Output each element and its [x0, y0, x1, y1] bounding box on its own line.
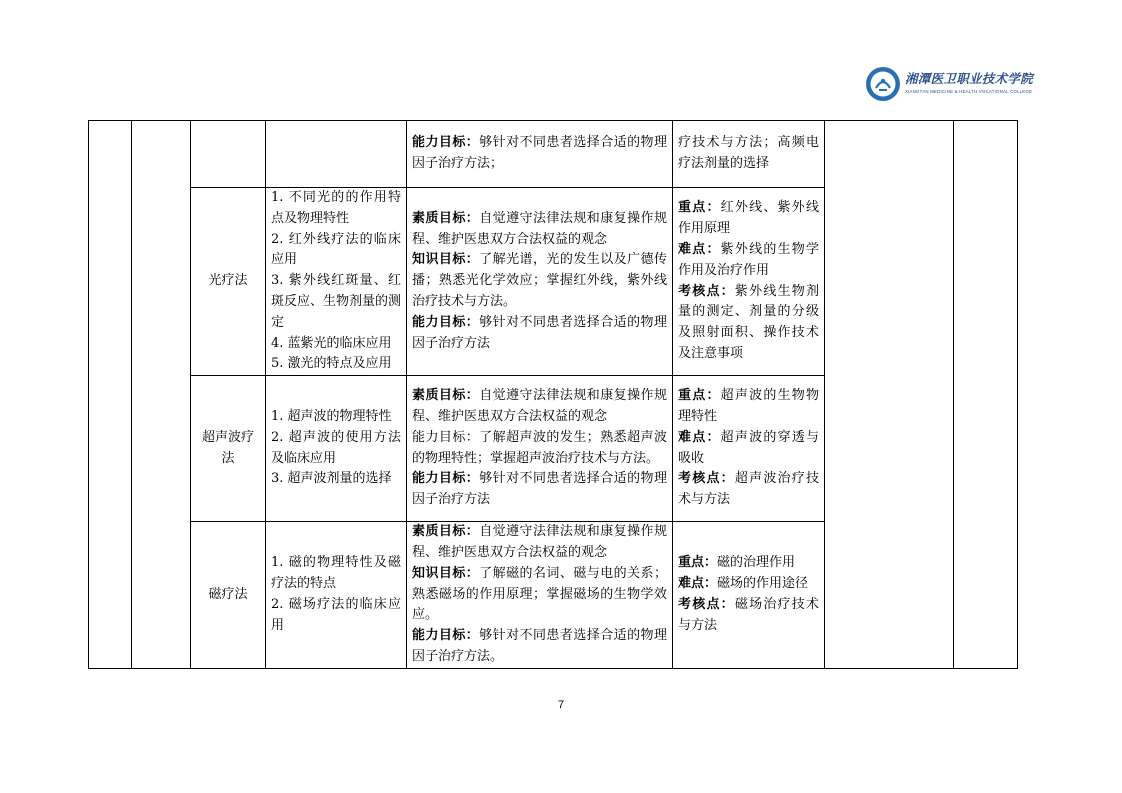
lesson-title: 超声波疗法 — [191, 376, 266, 522]
ability-goal-label: 能力目标： — [412, 314, 480, 330]
key-point-label: 重点： — [678, 388, 721, 404]
empty-cell — [132, 121, 191, 669]
key-point-text: 超声波的生物物理特性 — [678, 388, 819, 425]
key-point-text: 磁的治理作用 — [717, 555, 796, 571]
difficult-point-text: 磁场的作用途径 — [717, 576, 809, 592]
difficult-point-text: 紫外线的生物学作用及治疗作用 — [678, 241, 819, 278]
keys-cell — [673, 121, 825, 188]
page-number: 7 — [557, 699, 565, 711]
quality-goal-text: 自觉遵守法律法规和康复操作规程、维护医患双方合法权益的观念 — [412, 388, 667, 425]
key-point-text: 红外线、紫外线作用原理 — [678, 200, 819, 237]
empty-cell — [191, 121, 266, 188]
quality-goal-text: 自觉遵守法律法规和康复操作规程、维护医患双方合法权益的观念 — [412, 524, 667, 560]
quality-goal-label: 素质目标： — [412, 388, 480, 404]
empty-cell — [825, 121, 954, 669]
ability-goal-text: 够针对不同患者选择合适的物理因子治疗方法 — [412, 471, 667, 508]
content-cell — [266, 522, 407, 669]
content-cell — [266, 376, 407, 522]
college-seal-icon — [865, 66, 901, 102]
content-item: 3. 超声波剂量的选择 — [271, 471, 392, 487]
ability-goal-text: 够针对不同患者选择合适的物理因子治疗方法。 — [412, 628, 667, 664]
logo-english-name: XIANGTAN MEDICINE & HEALTH VOCATIONAL COLLEGE — [905, 89, 1033, 94]
goals-cell — [407, 188, 673, 376]
keys-cell — [673, 188, 825, 376]
ability-goal-label: 能力目标： — [412, 471, 480, 487]
lesson-title: 磁疗法 — [191, 522, 266, 669]
knowledge-goal-label: 知识目标： — [412, 565, 480, 581]
goals-cell — [407, 522, 673, 669]
content-item: 2. 磁场疗法的临床应用 — [271, 596, 401, 633]
quality-goal-text: 自觉遵守法律法规和康复操作规程、维护医患双方合法权益的观念 — [412, 210, 667, 247]
content-item: 4. 蓝紫光的临床应用 — [271, 335, 392, 351]
ability-goal-label: 能力目标： — [412, 628, 480, 644]
knowledge-goal-label: 知识目标： — [412, 252, 480, 268]
college-logo — [865, 66, 1045, 104]
exam-point-label: 考核点： — [678, 471, 735, 487]
difficult-point-label: 难点： — [678, 429, 721, 445]
content-item: 2. 红外线疗法的临床应用 — [271, 231, 401, 268]
logo-chinese-name: 湘潭医卫职业技术学院 — [905, 71, 1034, 86]
exam-point-label: 考核点： — [678, 283, 735, 299]
goals-cell — [407, 376, 673, 522]
keys-text: 疗技术与方法；高频电疗法剂量的选择 — [678, 135, 819, 171]
table-row — [89, 121, 1018, 188]
goals-cell — [407, 121, 673, 188]
content-item: 5. 激光的特点及应用 — [271, 356, 392, 372]
quality-goal-label: 素质目标： — [412, 524, 480, 540]
ability-goal-text: 够针对不同患者选择合适的物理因子治疗方法； — [412, 135, 667, 171]
content-item: 1. 磁的物理特性及磁疗法的特点 — [271, 555, 401, 592]
key-point-label: 重点： — [678, 200, 721, 216]
content-cell — [266, 188, 407, 376]
difficult-point-label: 难点： — [678, 576, 718, 592]
empty-cell — [266, 121, 407, 188]
course-content-table — [88, 120, 1018, 669]
exam-point-text: 紫外线生物剂量的测定、剂量的分级及照射面积、操作技术及注意事项 — [678, 283, 819, 361]
key-point-label: 重点： — [678, 555, 718, 571]
exam-point-text: 磁场治疗技术与方法 — [678, 596, 819, 633]
knowledge-goal-text: 了解光谱，光的发生以及广德传播；熟悉光化学效应；掌握红外线，紫外线治疗技术与方法。 — [412, 252, 667, 309]
knowledge-goal-text: 了解磁的名词、磁与电的关系；熟悉磁场的作用原理；掌握磁场的生物学效应。 — [412, 565, 667, 623]
keys-cell — [673, 522, 825, 669]
quality-goal-label: 素质目标： — [412, 210, 480, 226]
content-item: 1. 超声波的物理特性 — [271, 409, 392, 425]
empty-cell — [954, 121, 1018, 669]
ability-goal-label: 能力目标： — [412, 135, 480, 151]
exam-point-label: 考核点： — [678, 596, 735, 612]
keys-cell — [673, 376, 825, 522]
knowledge-goal-text: 能力目标：了解超声波的发生；熟悉超声波的物理特性；掌握超声波治疗技术与方法。 — [412, 429, 667, 466]
content-item: 2. 超声波的使用方法及临床应用 — [271, 429, 401, 466]
exam-point-text: 超声波治疗技术与方法 — [678, 471, 819, 508]
empty-cell — [89, 121, 132, 669]
difficult-point-text: 超声波的穿透与吸收 — [678, 429, 819, 466]
difficult-point-label: 难点： — [678, 241, 721, 257]
content-item: 3. 紫外线红斑量、红斑反应、生物剂量的测定 — [271, 273, 402, 330]
content-item: 1. 不同光的的作用特点及物理特性 — [271, 190, 401, 226]
lesson-title: 光疗法 — [191, 188, 266, 376]
ability-goal-text: 够针对不同患者选择合适的物理因子治疗方法 — [412, 314, 667, 351]
